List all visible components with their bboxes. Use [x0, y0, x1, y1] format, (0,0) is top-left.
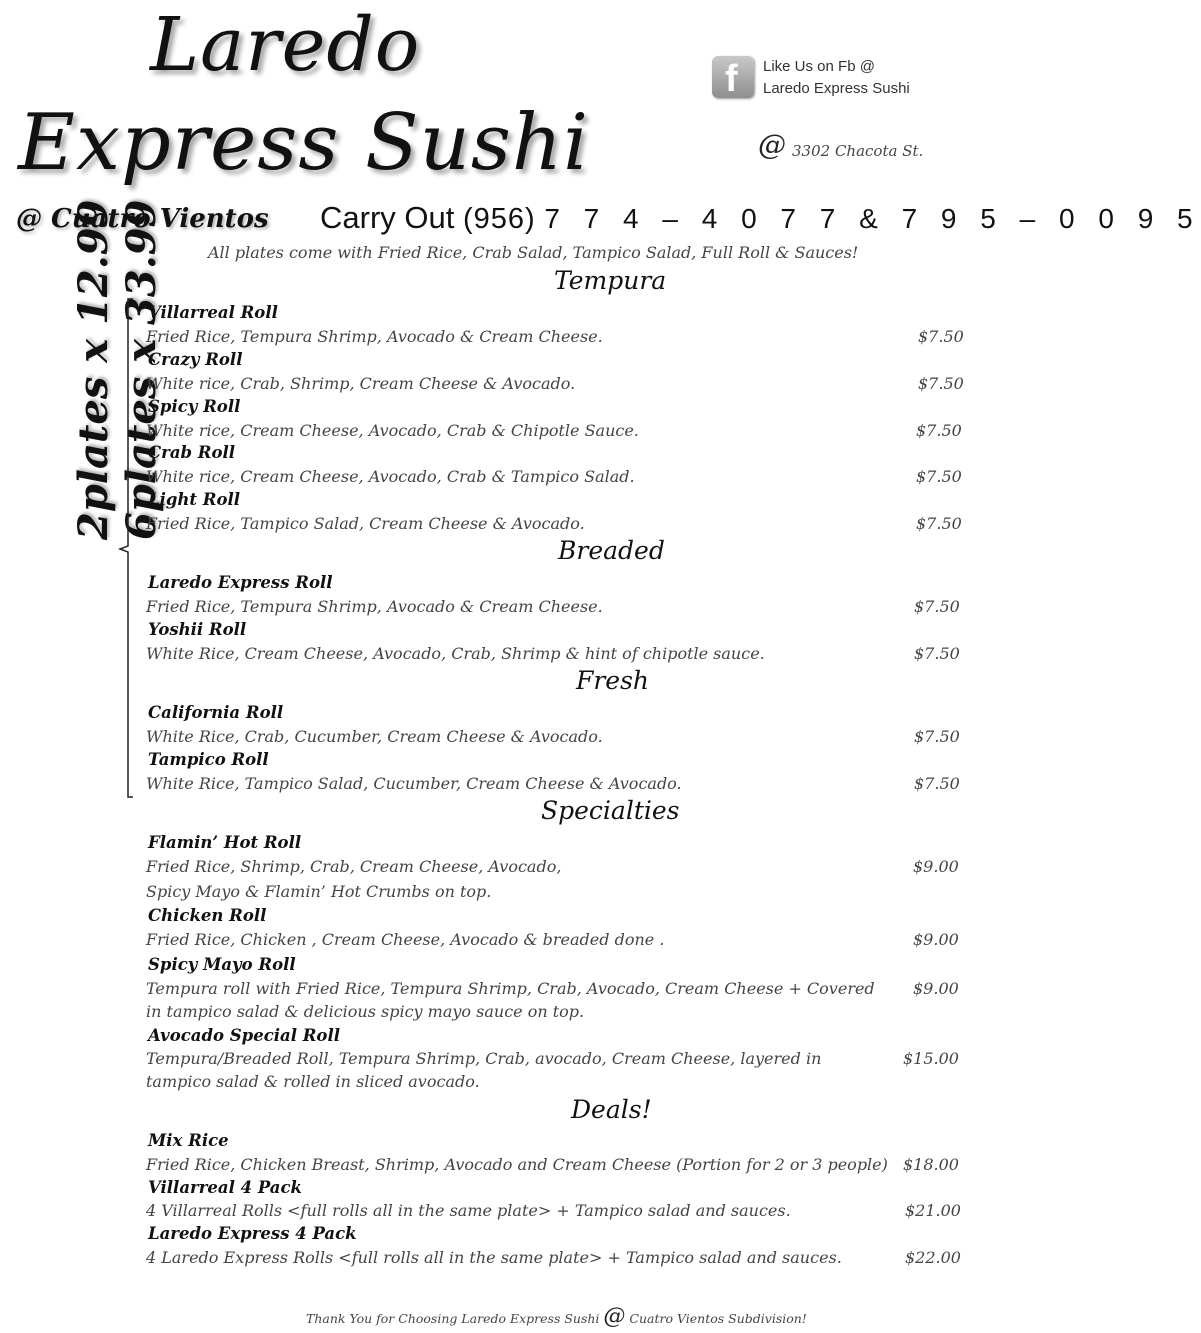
item-chicken-name: Chicken Roll: [148, 906, 267, 925]
carry-out-phone: [320, 200, 1201, 236]
item-laredo-pack-price: $22.00: [905, 1248, 961, 1267]
item-spicy-mayo-desc1: Tempura roll with Fried Rice, Tempura Shrimp, Crab, Avocado, Cream Cheese + Covered: [146, 979, 875, 998]
facebook-icon[interactable]: f: [712, 56, 754, 98]
side-deal-2plates: 2plates x 12.99: [70, 199, 117, 540]
item-mix-rice-name: Mix Rice: [148, 1131, 229, 1150]
item-light-price: $7.50: [916, 514, 962, 533]
item-spicy-mayo-price: $9.00: [913, 979, 959, 998]
phone-area-code: (956): [462, 203, 536, 235]
item-spicy-desc: White rice, Cream Cheese, Avocado, Crab & Chipotle Sauce.: [146, 421, 639, 440]
section-deals-title: Deals!: [571, 1095, 652, 1124]
item-villarreal-pack-price: $21.00: [905, 1201, 961, 1220]
section-breaded-title: Breaded: [558, 536, 665, 565]
brace-bracket: [118, 298, 134, 798]
item-tampico-price: $7.50: [914, 774, 960, 793]
item-yoshii-price: $7.50: [914, 644, 960, 663]
item-spicy-price: $7.50: [916, 421, 962, 440]
item-california-desc: White Rice, Crab, Cucumber, Cream Cheese & Avocado.: [146, 727, 603, 746]
section-fresh-title: Fresh: [576, 666, 650, 695]
item-light-desc: Fried Rice, Tampico Salad, Cream Cheese & Avocado.: [146, 514, 585, 533]
item-flamin-hot-name: Flamin’ Hot Roll: [148, 833, 302, 852]
item-yoshii-name: Yoshii Roll: [148, 620, 247, 639]
item-light-name: Light Roll: [148, 490, 241, 509]
item-flamin-hot-desc2: Spicy Mayo & Flamin’ Hot Crumbs on top.: [146, 882, 492, 901]
item-california-name: California Roll: [148, 703, 284, 722]
item-flamin-hot-price: $9.00: [913, 857, 959, 876]
section-tempura-title: Tempura: [554, 266, 667, 295]
item-chicken-price: $9.00: [913, 930, 959, 949]
item-crazy-desc: White rice, Crab, Shrimp, Cream Cheese & Avocado.: [146, 374, 576, 393]
title-express-sushi: Express Sushi: [18, 98, 590, 188]
item-laredo-express-price: $7.50: [914, 597, 960, 616]
item-crab-price: $7.50: [916, 467, 962, 486]
facebook-line2: Laredo Express Sushi: [763, 80, 910, 97]
item-laredo-express-name: Laredo Express Roll: [148, 573, 333, 592]
side-deal-6plates: 6plates x 33.99: [118, 199, 165, 540]
section-specialties-title: Specialties: [541, 796, 680, 825]
item-spicy-mayo-name: Spicy Mayo Roll: [148, 955, 296, 974]
item-laredo-express-desc: Fried Rice, Tempura Shrimp, Avocado & Cream Cheese.: [146, 597, 603, 616]
phone-numbers: 7 7 4 – 4 0 7 7 & 7 9 5 – 0 0 9 5: [544, 203, 1201, 234]
item-tampico-name: Tampico Roll: [148, 750, 269, 769]
item-crazy-name: Crazy Roll: [148, 350, 243, 369]
item-villarreal-desc: Fried Rice, Tempura Shrimp, Avocado & Cream Cheese.: [146, 327, 603, 346]
footer-text1: Thank You for Choosing Laredo Express Sushi: [306, 1311, 600, 1326]
item-spicy-name: Spicy Roll: [148, 397, 241, 416]
item-tampico-desc: White Rice, Tampico Salad, Cucumber, Cream Cheese & Avocado.: [146, 774, 682, 793]
item-villarreal-price: $7.50: [918, 327, 964, 346]
footer-text2: Cuatro Vientos Subdivision!: [629, 1311, 807, 1326]
address-at-symbol: @: [758, 128, 786, 161]
footer-at: @: [603, 1304, 626, 1329]
carry-out-label: Carry Out: [320, 200, 455, 235]
item-flamin-hot-desc1: Fried Rice, Shrimp, Crab, Cream Cheese, Avocado,: [146, 857, 562, 876]
item-mix-rice-desc: Fried Rice, Chicken Breast, Shrimp, Avocado and Cream Cheese (Portion for 2 or 3 people): [146, 1155, 888, 1174]
plates-note: All plates come with Fried Rice, Crab Salad, Tampico Salad, Full Roll & Sauces!: [208, 243, 859, 262]
item-california-price: $7.50: [914, 727, 960, 746]
item-yoshii-desc: White Rice, Cream Cheese, Avocado, Crab, Shrimp & hint of chipotle sauce.: [146, 644, 765, 663]
item-crazy-price: $7.50: [918, 374, 964, 393]
facebook-line1: Like Us on Fb @: [763, 58, 875, 75]
title-laredo: Laredo: [150, 2, 421, 88]
item-avocado-special-name: Avocado Special Roll: [148, 1026, 340, 1045]
item-laredo-pack-desc: 4 Laredo Express Rolls <full rolls all in the same plate> + Tampico salad and sauces.: [146, 1248, 842, 1267]
item-villarreal-pack-name: Villarreal 4 Pack: [148, 1178, 302, 1197]
item-crab-name: Crab Roll: [148, 443, 236, 462]
footer-thanks: [306, 1304, 807, 1329]
item-avocado-special-desc2: tampico salad & rolled in sliced avocado.: [146, 1072, 480, 1091]
address: 3302 Chacota St.: [792, 142, 924, 160]
item-crab-desc: White rice, Cream Cheese, Avocado, Crab & Tampico Salad.: [146, 467, 635, 486]
item-villarreal-pack-desc: 4 Villarreal Rolls <full rolls all in the same plate> + Tampico salad and sauces.: [146, 1201, 791, 1220]
facebook-text: [763, 56, 910, 100]
item-laredo-pack-name: Laredo Express 4 Pack: [148, 1224, 357, 1243]
location-label: @ Cuatro Vientos: [16, 204, 269, 234]
item-villarreal-name: Villarreal Roll: [148, 303, 278, 322]
item-avocado-special-desc1: Tempura/Breaded Roll, Tempura Shrimp, Crab, avocado, Cream Cheese, layered in: [146, 1049, 822, 1068]
item-avocado-special-price: $15.00: [903, 1049, 959, 1068]
item-spicy-mayo-desc2: in tampico salad & delicious spicy mayo sauce on top.: [146, 1002, 585, 1021]
item-mix-rice-price: $18.00: [903, 1155, 959, 1174]
item-chicken-desc: Fried Rice, Chicken , Cream Cheese, Avocado & breaded done .: [146, 930, 665, 949]
